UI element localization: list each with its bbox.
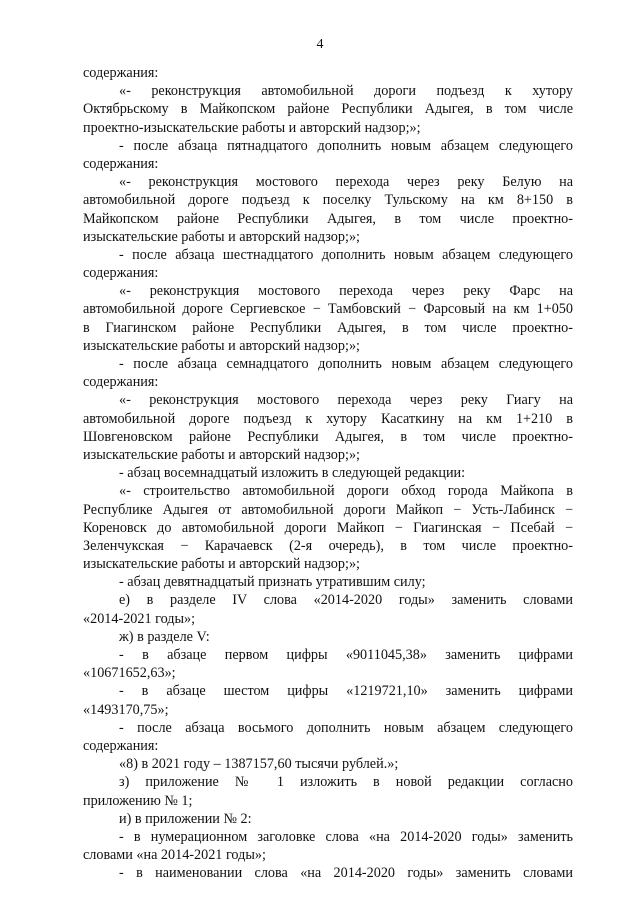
text-line: - после абзаца семнадцатого дополнить новым абзацем следующего	[119, 356, 573, 372]
text-line: - абзац восемнадцатый изложить в следующей редакции:	[119, 465, 466, 482]
text-line: содержания:	[83, 155, 159, 172]
text-line: содержания:	[83, 374, 159, 391]
text-line: Майкопском районе Республики Адыгея, в том числе проектно-	[83, 210, 573, 227]
text-line: «2014-2021 годы»;	[83, 610, 196, 627]
text-line: содержания:	[83, 737, 159, 754]
text-line: автомобильной дороге подъезд к хутору Касаткину на км 1+210 в	[83, 410, 573, 427]
text-line: изыскательские работы и авторский надзор;»;	[83, 556, 360, 573]
text-line: «- реконструкция мостового перехода через реку Фарс на	[119, 283, 573, 300]
text-line: - в нумерационном заголовке слова «на 2014-2020 годы» заменить	[119, 828, 573, 845]
text-line: словами «на 2014-2021 годы»;	[83, 847, 266, 864]
text-line: Кореновск до автомобильной дороги Майкоп − Гиагинская − Псебай −	[83, 519, 573, 536]
text-line: - в абзаце шестом цифры «1219721,10» заменить цифрами	[119, 683, 573, 700]
text-line: - абзац девятнадцатый признать утратившим силу;	[119, 574, 426, 591]
page-number: 4	[316, 37, 324, 52]
text-line: - после абзаца пятнадцатого дополнить новым абзацем следующего	[119, 137, 573, 154]
text-line: «- реконструкция мостового перехода через реку Гиагу на	[119, 392, 573, 409]
text-line: «8) в 2021 году – 1387157,60 тысячи рублей.»;	[119, 756, 399, 773]
text-line: Шовгеновском районе Республики Адыгея, в том числе проектно-	[83, 428, 573, 445]
text-line: приложению № 1;	[83, 792, 193, 809]
text-line: содержания:	[83, 65, 159, 81]
text-line: автомобильной дороге Сергиевское − Тамбовский − Фарсовый на км 1+050	[83, 301, 573, 318]
text-line: - в наименовании слова «на 2014-2020 годы» заменить словами	[119, 865, 573, 882]
text-line: Октябрьскому в Майкопском районе Республики Адыгея, в том числе	[83, 101, 573, 118]
text-line: - в абзаце первом цифры «9011045,38» заменить цифрами	[119, 647, 573, 663]
text-line: изыскательские работы и авторский надзор;»;	[83, 337, 360, 354]
text-line: «10671652,63»;	[83, 665, 176, 682]
text-line: в Гиагинском районе Республики Адыгея, в том числе проектно-	[83, 319, 573, 336]
text-line: «- реконструкция автомобильной дороги подъезд к хутору	[119, 83, 573, 100]
text-line: автомобильной дороге подъезд к поселку Тульскому на км 8+150 в	[83, 192, 573, 209]
text-line: «- строительство автомобильной дороги обход города Майкопа в	[119, 483, 573, 500]
text-line: «- реконструкция мостового перехода через реку Белую на	[119, 174, 573, 191]
text-line: е) в разделе IV слова «2014-2020 годы» заменить словами	[119, 592, 573, 609]
text-line: содержания:	[83, 265, 159, 282]
text-line: з) приложение № 1 изложить в новой редакции согласно	[119, 774, 573, 791]
document-body	[83, 64, 573, 882]
text-line: и) в приложении № 2:	[119, 810, 252, 827]
text-line: проектно-изыскательские работы и авторский надзор;»;	[83, 119, 421, 136]
text-line: «1493170,75»;	[83, 701, 169, 718]
text-line: Зеленчукская − Карачаевск (2-я очередь), в том числе проектно-	[83, 537, 573, 554]
text-line: изыскательские работы и авторский надзор;»;	[83, 446, 360, 463]
text-line: ж) в разделе V:	[119, 628, 210, 645]
text-line: - после абзаца шестнадцатого дополнить новым абзацем следующего	[119, 246, 573, 263]
text-line: изыскательские работы и авторский надзор;»;	[83, 228, 360, 245]
text-line: - после абзаца восьмого дополнить новым абзацем следующего	[119, 719, 573, 736]
text-line: Республике Адыгея от автомобильной дороги Майкоп − Усть-Лабинск −	[83, 501, 573, 518]
